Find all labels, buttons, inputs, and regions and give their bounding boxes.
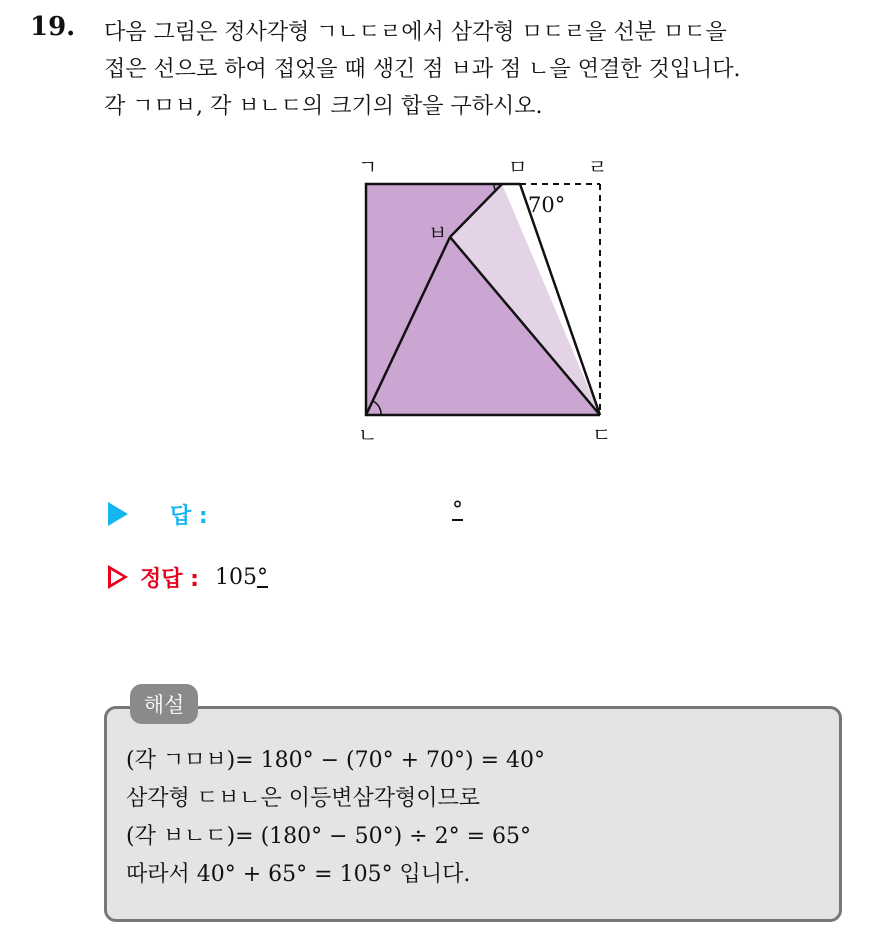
explanation-line: (각 ㅂㄴㄷ)= (180° − 50°) ÷ 2° = 65° <box>126 824 531 849</box>
explanation-line: 삼각형 ㄷㅂㄴ은 이등변삼각형이므로 <box>126 786 481 811</box>
answer-label: 답 : <box>170 503 208 529</box>
label-b: ㄴ <box>358 423 378 447</box>
geometry-figure <box>330 150 650 450</box>
solution-value <box>215 565 268 590</box>
solution-row <box>108 560 268 594</box>
solution-label: 정답 : <box>140 566 199 592</box>
solution-number: 105 <box>214 564 257 590</box>
explanation-tab: 해설 <box>130 684 198 724</box>
question-number: 19. <box>30 12 76 42</box>
explanation-line: (각 ㄱㅁㅂ)= 180° − (70° + 70°) = 40° <box>126 748 545 773</box>
angle-label-70: 70° <box>528 193 566 217</box>
question-line: 각 ㄱㅁㅂ, 각 ㅂㄴㄷ의 크기의 합을 구하시오. <box>104 94 543 119</box>
label-a: ㄱ <box>358 155 378 179</box>
explanation-line: 따라서 40° + 65° = 105° 입니다. <box>126 862 471 887</box>
label-f: ㅂ <box>428 221 448 245</box>
label-e: ㅁ <box>508 155 528 179</box>
outline-triangle-icon <box>108 565 128 589</box>
question-line: 다음 그림은 정사각형 ㄱㄴㄷㄹ에서 삼각형 ㅁㄷㄹ을 선분 ㅁㄷ을 <box>104 20 727 45</box>
explanation-text <box>126 742 545 894</box>
answer-unit: ° <box>452 498 463 523</box>
label-c: ㄷ <box>592 423 612 447</box>
answer-row <box>108 498 208 530</box>
question-text <box>104 14 864 125</box>
label-d: ㄹ <box>588 155 608 179</box>
question-line: 접은 선으로 하여 접었을 때 생긴 점 ㅂ과 점 ㄴ을 연결한 것입니다. <box>104 57 741 82</box>
solution-unit: ° <box>256 564 268 590</box>
play-triangle-icon <box>108 502 128 526</box>
